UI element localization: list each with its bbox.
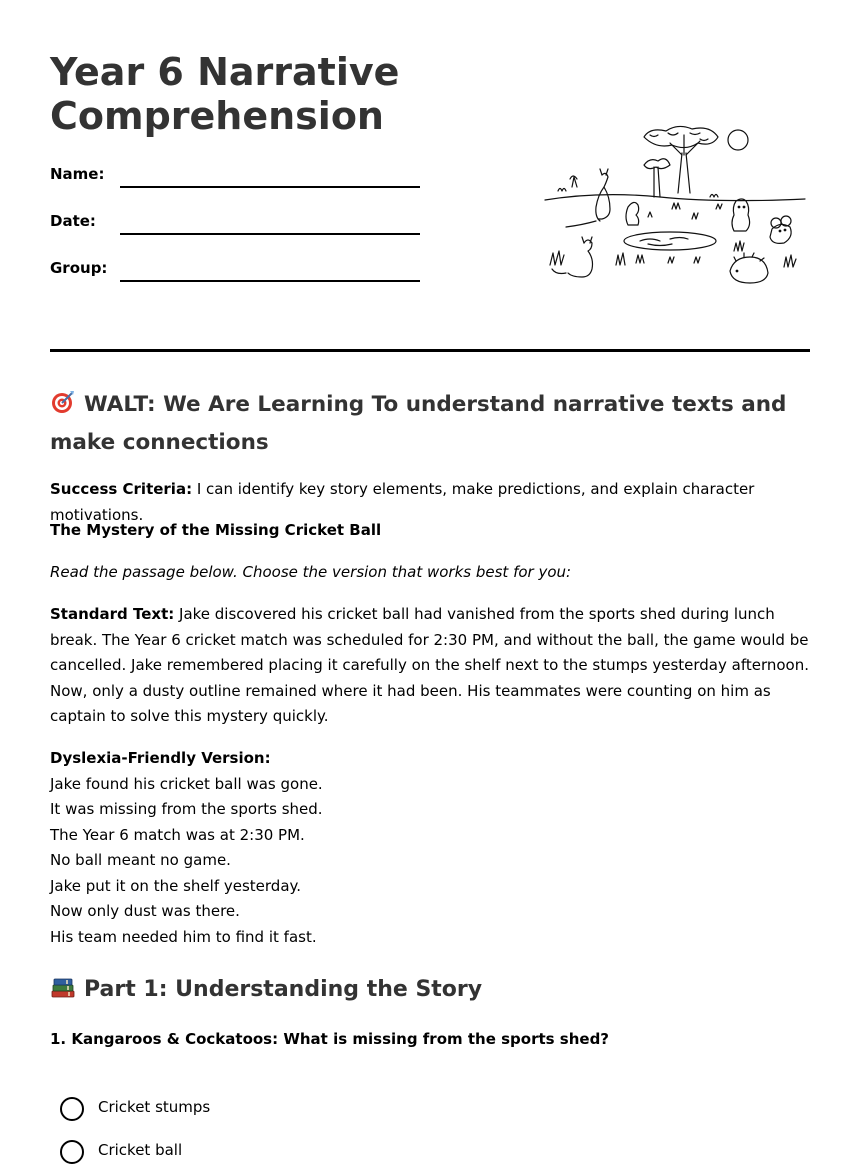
walt-text: WALT: We Are Learning To understand narrative texts and make connections (50, 392, 787, 455)
name-label: Name: (50, 165, 105, 183)
outback-animals-illustration (540, 125, 810, 295)
dyslexia-line: His team needed him to find it fast. (50, 927, 317, 946)
date-field[interactable] (50, 212, 420, 236)
waterhole-icon (624, 232, 716, 250)
part1-heading (50, 974, 482, 1006)
dyslexia-line: It was missing from the sports shed. (50, 800, 323, 818)
sun-icon (728, 130, 748, 150)
dyslexia-friendly-passage (50, 746, 810, 950)
echidna-icon (730, 253, 768, 283)
group-label: Group: (50, 259, 108, 277)
story-title: The Mystery of the Missing Cricket Ball (50, 521, 382, 539)
wombat-icon (732, 199, 750, 231)
worksheet-title (50, 50, 399, 138)
success-criteria-label: Success Criteria: (50, 480, 193, 498)
dyslexia-line: No ball meant no game. (50, 851, 231, 869)
part1-title: Part 1: Understanding the Story (84, 977, 483, 1002)
sitting-kangaroo-icon (552, 237, 593, 277)
group-field[interactable] (50, 259, 420, 283)
date-label: Date: (50, 212, 96, 230)
standard-text-body: Jake discovered his cricket ball had vanished from the sports shed during lunch break. The Year 6 cricket match was scheduled for 2:30 PM, and without the ball, the game would be cancelled. Jake remembered placing it carefully on the shelf next to the stumps yesterday afternoon. Now, only a dusty outline remained where it had been. His teammates were counting on him as captain to solve this mystery quickly. (50, 605, 809, 725)
koala-icon (770, 216, 791, 243)
kangaroo-icon (566, 169, 610, 227)
target-dart-icon (50, 389, 76, 415)
books-icon (50, 974, 76, 1000)
walt-heading (50, 386, 820, 462)
answer-option-label: Cricket ball (98, 1141, 183, 1159)
dyslexia-label: Dyslexia-Friendly Version: (50, 749, 271, 767)
small-tree-icon (644, 159, 670, 197)
date-write-line[interactable] (120, 233, 420, 235)
name-field[interactable] (50, 165, 420, 189)
group-write-line[interactable] (120, 280, 420, 282)
section-divider (50, 349, 810, 352)
question-1-text: 1. Kangaroos & Cockatoos: What is missing from the sports shed? (50, 1030, 610, 1048)
radio-button[interactable] (60, 1097, 84, 1121)
dyslexia-line: Now only dust was there. (50, 902, 240, 920)
reading-instruction: Read the passage below. Choose the version that works best for you: (50, 563, 572, 581)
radio-button[interactable] (60, 1140, 84, 1164)
dyslexia-line: The Year 6 match was at 2:30 PM. (50, 825, 305, 844)
standard-text-label: Standard Text: (50, 605, 175, 623)
name-write-line[interactable] (120, 186, 420, 188)
title-line-2: Comprehension (50, 94, 384, 138)
joey-icon (626, 202, 639, 225)
answer-option-label: Cricket stumps (98, 1098, 211, 1116)
title-line-1: Year 6 Narrative (50, 50, 400, 94)
standard-text-passage (50, 602, 810, 730)
dyslexia-line: Jake found his cricket ball was gone. (50, 774, 323, 793)
success-criteria-text: I can identify key story elements, make predictions, and explain character motivations. (50, 480, 755, 524)
dyslexia-line: Jake put it on the shelf yesterday. (50, 876, 302, 895)
